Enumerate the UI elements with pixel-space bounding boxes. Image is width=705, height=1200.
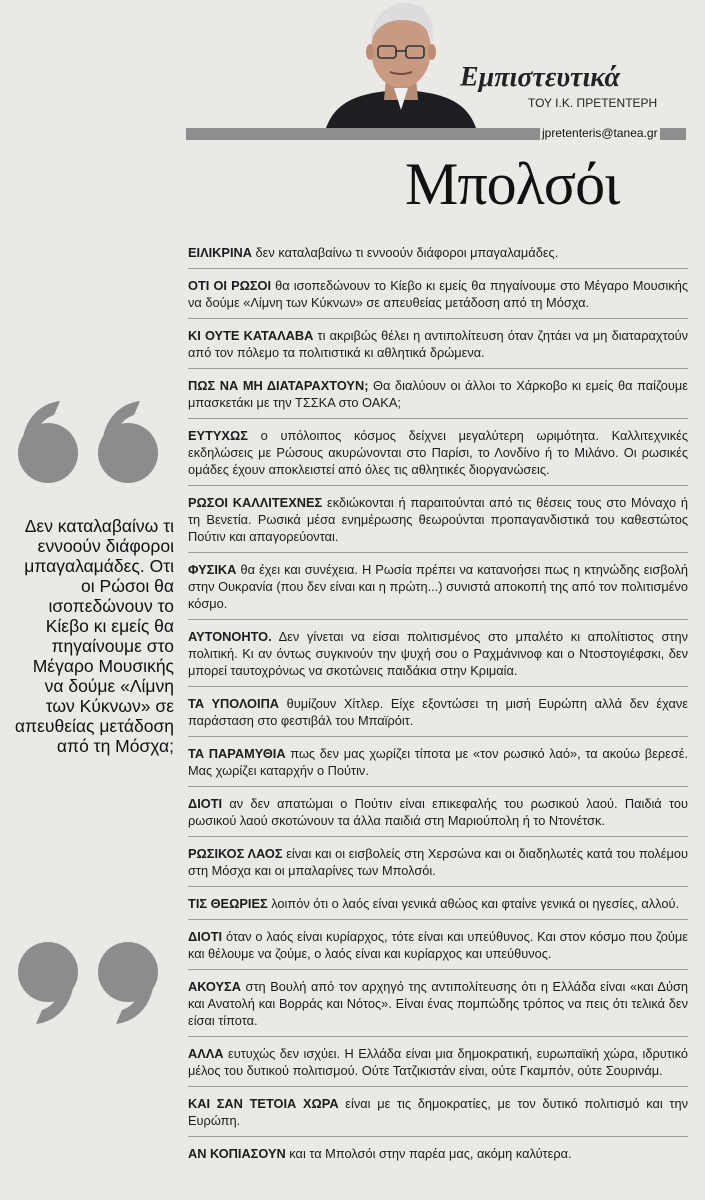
article-paragraph [188, 277, 688, 319]
paragraph-lead: ΡΩΣΙΚΟΣ ΛΑΟΣ [188, 846, 283, 861]
paragraph-lead: ΠΩΣ ΝΑ ΜΗ ΔΙΑΤΑΡΑΧΤΟΥΝ; [188, 378, 369, 393]
article-paragraph [188, 377, 688, 419]
paragraph-text: Θα διαλύουν οι άλλοι το Χάρκοβο κι εμείς θα παίζουμε μπασκετάκι με την ΤΣΣΚΑ στο ΟΑΚΑ; [188, 378, 688, 410]
paragraph-lead: ΤΙΣ ΘΕΩΡΙΕΣ [188, 896, 268, 911]
paragraph-text: και τα Μπολσόι στην παρέα μας, ακόμη καλύτερα. [285, 1146, 572, 1161]
paragraph-text: λοιπόν ότι ο λαός είναι γενικά αθώος και φταίνε γενικά οι ηγεσίες, αλλού. [267, 896, 680, 911]
paragraph-lead: ΔΙΟΤΙ [188, 929, 223, 944]
paragraph-text: στη Βουλή από τον αρχηγό της αντιπολίτευσης ότι η Ελλάδα είναι «και Δύση και Ανατολή και Βορράς και Νότος». Είναι ένας πομπώδης τρόπος να πεις ότι τελικά δεν είσαι τίποτα. [188, 979, 688, 1028]
article-paragraph [188, 628, 688, 687]
paragraph-text: είναι με τις δημοκρατίες, με τον δυτικό πολιτισμό και την Ευρώπη. [188, 1096, 688, 1128]
paragraph-lead: ΦΥΣΙΚΑ [188, 562, 237, 577]
paragraph-lead: ΑΚΟΥΣΑ [188, 979, 241, 994]
article-paragraph [188, 561, 688, 620]
paragraph-lead: ΑΝ ΚΟΠΙΑΣΟΥΝ [188, 1146, 286, 1161]
paragraph-text: ο υπόλοιπος κόσμος δείχνει μεγαλύτερη ωριμότητα. Καλλιτεχνικές εκδηλώσεις με Ρώσους ακυρώνονται στο Παρίσι, το Λονδίνο ή το Μιλάνο. Οι ρωσικές ομάδες έχουν αποκλειστεί από όλες τις αθλητικές διοργανώσεις. [188, 428, 688, 477]
paragraph-lead: ΡΩΣΟΙ ΚΑΛΛΙΤΕΧΝΕΣ [188, 495, 323, 510]
article-paragraph [188, 928, 688, 970]
article-paragraph [188, 795, 688, 837]
close-quote-icon [14, 940, 164, 1030]
article-paragraph [188, 244, 688, 269]
paragraph-lead: ΤΑ ΠΑΡΑΜΥΘΙΑ [188, 746, 286, 761]
paragraph-text: τι ακριβώς θέλει η αντιπολίτευση όταν ζητάει να μη διαταραχτούν από τον πόλεμο τα πολιτιστικά κι αθλητικά δρώμενα. [188, 328, 688, 360]
pull-quote: Δεν καταλαβαίνω τι εννοούν διάφοροι μπαγαλαμάδες. Οτι οι Ρώσοι θα ισοπεδώνουν το Κίεβο κι εμείς θα πηγαίνουμε στο Μέγαρο Μουσικής να δούμε «Λίμνη των Κύκνων» σε απευθείας μετάδοση από τη Μόσχα; [14, 516, 174, 756]
article-paragraph [188, 1045, 688, 1087]
paragraph-text: ευτυχώς δεν ισχύει. Η Ελλάδα είναι μια δημοκρατική, ευρωπαϊκή χώρα, ιδρυτικό μέλος του δυτικού πολιτισμού. Ούτε Τατζικιστάν είναι, ούτε Γκαμπόν, ούτε Σουρινάμ. [188, 1046, 688, 1078]
column-title: Εμπιστευτικά [460, 62, 621, 93]
paragraph-lead: ΕΥΤΥΧΩΣ [188, 428, 248, 443]
article-paragraph [188, 895, 688, 920]
article-paragraph [188, 978, 688, 1037]
paragraph-text: θα ισοπεδώνουν το Κίεβο κι εμείς θα πηγαίνουμε στο Μέγαρο Μουσικής να δούμε «Λίμνη των Κύκνων» σε απευθείας μετάδοση από τη Μόσχα. [188, 278, 688, 310]
paragraph-lead: ΚΑΙ ΣΑΝ ΤΕΤΟΙΑ ΧΩΡΑ [188, 1096, 339, 1111]
paragraph-lead: ΔΙΟΤΙ [188, 796, 223, 811]
author-email[interactable]: jpretenteris@tanea.gr [542, 126, 658, 140]
paragraph-text: αν δεν απατώμαι ο Πούτιν είναι επικεφαλής του ρωσικού λαού. Παιδιά του ρωσικού λαού σκοτώνουν τα άλλα παιδιά στη Μαριούπολη ή το Ντονέτσκ. [188, 796, 688, 828]
article-paragraph [188, 494, 688, 553]
author-portrait [326, 0, 476, 128]
paragraph-text: θα έχει και συνέχεια. Η Ρωσία πρέπει να κατανοήσει πως η κτηνώδης εισβολή στην Ουκρανία (που δεν είναι και η πρώτη...) συνιστά αποκοπή της από τον πολιτισμένο κόσμο. [188, 562, 688, 611]
paragraph-text: θυμίζουν Χίτλερ. Είχε εξοντώσει τη μισή Ευρώπη αλλά δεν έχανε παράσταση στο φεστιβάλ του Μπαϊρόιτ. [188, 696, 688, 728]
paragraph-text: δεν καταλαβαίνω τι εννοούν διάφοροι μπαγαλαμάδες. [252, 245, 559, 260]
article-body [188, 244, 688, 1177]
article-paragraph [188, 845, 688, 887]
paragraph-lead: ΟΤΙ ΟΙ ΡΩΣΟΙ [188, 278, 272, 293]
paragraph-text: όταν ο λαός είναι κυρίαρχος, τότε είναι και υπεύθυνος. Και στον κόσμο που ζούμε και θέλουμε να ζούμε, ο λαός είναι και κυρίαρχος και υπεύθυνος. [188, 929, 688, 961]
paragraph-text: Δεν γίνεται να είσαι πολιτισμένος στο μπαλέτο κι απολίτιστος στην πολιτική. Κι αν όντως συγκινούν την ψυχή σου ο Ραχμάνινοφ και ο Ντοστογιέφσκι, δεν μπορεί ταυτοχρόνως να σκοτώνεις παιδάκια στην Κριμαία. [188, 629, 688, 678]
paragraph-text: είναι και οι εισβολείς στη Χερσώνα και οι διαδηλωτές κατά του πολέμου στη Μόσχα και οι μπαλαρίνες των Μπολσόι. [188, 846, 688, 878]
paragraph-lead: ΑΛΛΑ [188, 1046, 224, 1061]
article-paragraph [188, 1145, 688, 1169]
paragraph-lead: ΚΙ ΟΥΤΕ ΚΑΤΑΛΑΒΑ [188, 328, 314, 343]
paragraph-text: εκδιώκονται ή παραιτούνται από τις θέσεις τους στο Μόναχο ή τη Βενετία. Ρωσικά μέσα ενημέρωσης θεωρούνται προπαγανδιστικά του καθεστώτος Πούτιν και απαγορεύονται. [188, 495, 688, 544]
paragraph-text: πως δεν μας χωρίζει τίποτα με «τον ρωσικό λαό», τα ακούω βερεσέ. Μας χωρίζει καταρχήν ο Πούτιν. [188, 746, 688, 778]
paragraph-lead: ΕΙΛΙΚΡΙΝΑ [188, 245, 252, 260]
open-quote-icon [14, 395, 164, 485]
article-paragraph [188, 745, 688, 787]
paragraph-lead: ΤΑ ΥΠΟΛΟΙΠΑ [188, 696, 280, 711]
article-paragraph [188, 427, 688, 486]
article-paragraph [188, 1095, 688, 1137]
paragraph-lead: ΑΥΤΟΝΟΗΤΟ. [188, 629, 272, 644]
byline: ΤΟΥ Ι.Κ. ΠΡΕΤΕΝΤΕΡΗ [528, 96, 658, 110]
headline: Μπολσόι [405, 151, 620, 217]
article-paragraph [188, 695, 688, 737]
article-paragraph [188, 327, 688, 369]
